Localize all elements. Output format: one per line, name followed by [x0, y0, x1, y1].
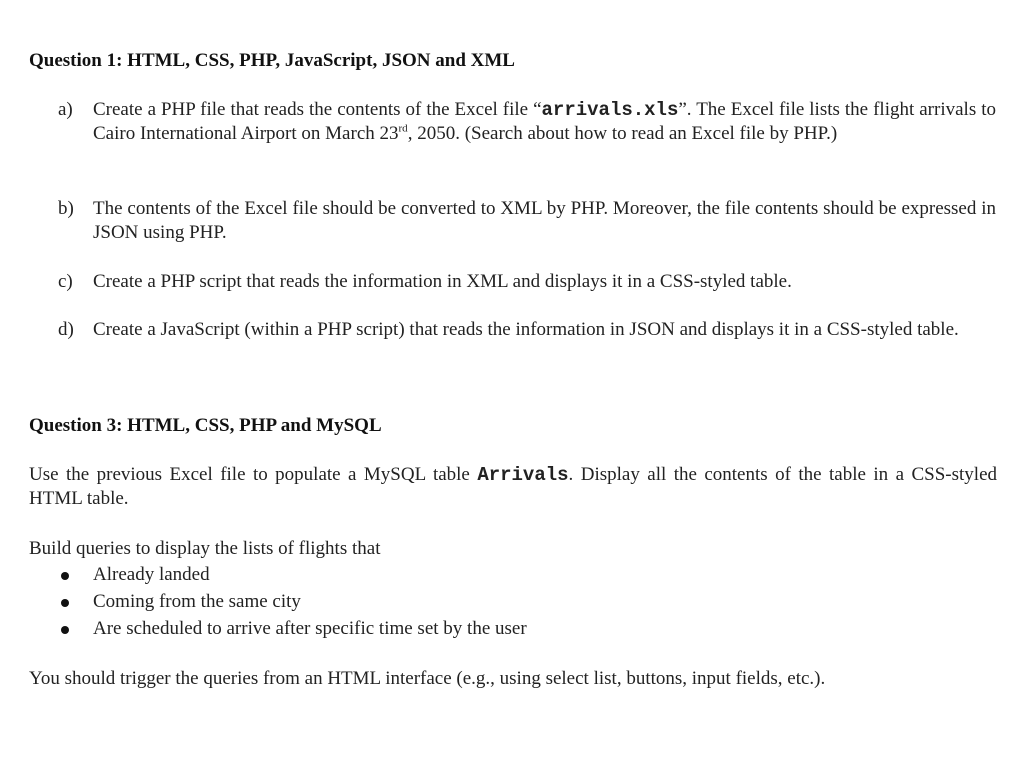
bullet-icon — [61, 626, 69, 634]
question1-item-a — [58, 98, 996, 146]
item-marker: b) — [58, 198, 74, 219]
question3-heading: Question 3: HTML, CSS, PHP and MySQL — [29, 415, 382, 436]
item-content: Create a PHP script that reads the information in XML and displays it in a CSS-styled table. — [93, 271, 792, 292]
item-text: Create a PHP file that reads the contents of the Excel file “ — [93, 99, 542, 120]
question3-paragraph-trigger: You should trigger the queries from an HTML interface (e.g., using select list, buttons, input fields, etc.). — [29, 668, 826, 689]
item-marker: c) — [58, 271, 73, 292]
table-name-code: Arrivals — [477, 464, 569, 486]
item-text: ”. The Excel file lists the flight arrivals to Cairo International Airport on March 23 — [93, 99, 996, 144]
item-marker: d) — [58, 319, 74, 340]
item-content: The contents of the Excel file should be converted to XML by PHP. Moreover, the file contents should be expressed in JSON using PHP. — [93, 198, 996, 243]
question1-heading: Question 1: HTML, CSS, PHP, JavaScript, JSON and XML — [29, 50, 515, 71]
bullet-text: Already landed — [93, 564, 210, 585]
question1-item-c — [58, 270, 996, 294]
filename-code: arrivals.xls — [541, 99, 679, 121]
bullet-icon — [61, 599, 69, 607]
paragraph-text: Use the previous Excel file to populate a MySQL table — [29, 464, 478, 485]
item-text: , 2050. (Search about how to read an Excel file by PHP.) — [407, 123, 838, 144]
item-marker: a) — [58, 99, 73, 120]
item-content: Create a JavaScript (within a PHP script) that reads the information in JSON and displays it in a CSS-styled table. — [93, 319, 959, 340]
item-content — [93, 98, 996, 146]
bullet-text: Coming from the same city — [93, 591, 301, 612]
bullet-icon — [61, 572, 69, 580]
question3-paragraph-populate — [29, 463, 997, 511]
question3-paragraph-queries: Build queries to display the lists of flights that — [29, 538, 381, 559]
question1-item-b — [58, 197, 996, 245]
question1-item-d — [58, 318, 996, 342]
paragraph-text: . Display all the contents of the table in a CSS-styled HTML table. — [29, 464, 997, 509]
ordinal-suffix: rd — [398, 122, 408, 135]
bullet-text: Are scheduled to arrive after specific time set by the user — [93, 618, 527, 639]
